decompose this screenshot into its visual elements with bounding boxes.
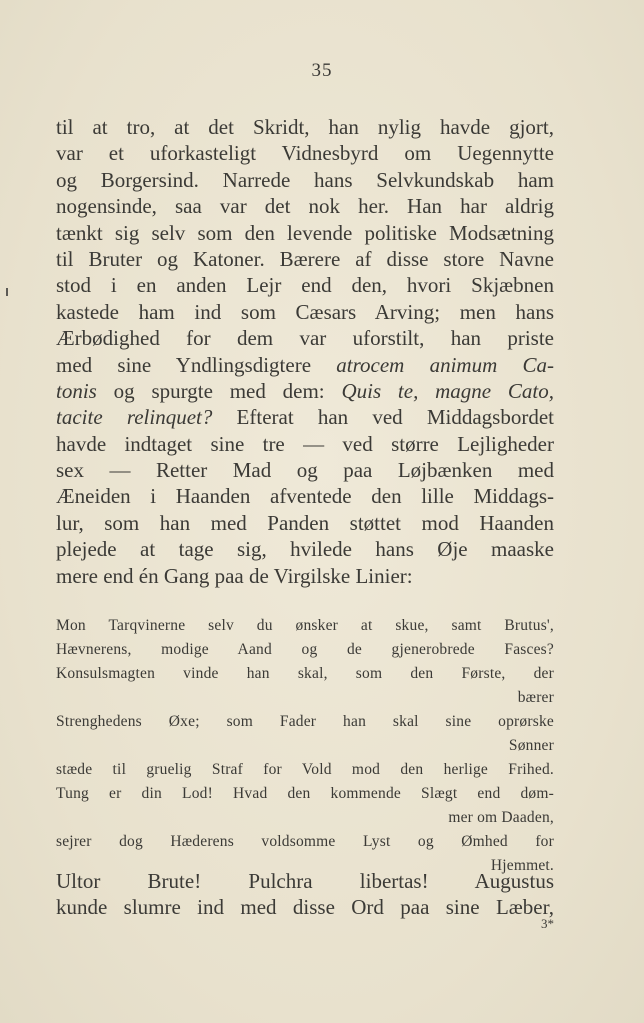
text-segment: til at tro, at det Skridt, han nylig havde gjort, — [56, 115, 554, 139]
margin-mark — [6, 288, 8, 296]
text-line — [56, 404, 554, 430]
text-segment: og spurgte med dem: — [96, 378, 342, 403]
italic-latin-text: tonis — [56, 378, 97, 403]
text-segment: Efterat han ved Middagsbordet — [212, 405, 555, 430]
closing-text — [56, 868, 554, 921]
poem-line: Sønner — [508, 737, 554, 754]
text-segment: havde indtaget sine tre — ved større Lejligheder — [56, 431, 554, 456]
italic-latin-text: atrocem animum Ca- — [336, 352, 555, 377]
text-segment: mere end én Gang paa de Virgilske Linier: — [56, 563, 413, 588]
body-text — [56, 114, 554, 589]
text-line — [56, 352, 554, 378]
page-number: 35 — [311, 60, 333, 81]
text-line — [56, 563, 554, 589]
text-line — [56, 431, 554, 457]
text-line — [56, 193, 554, 219]
text-segment: Æneiden i Haanden afventede den lille Middags- — [56, 484, 554, 509]
poem-line: bærer — [517, 689, 554, 706]
text-segment: med sine Yndlingsdigtere — [56, 352, 337, 377]
text-segment: stod i en anden Lejr end den, hvori Skjæbnen — [56, 273, 554, 298]
text-segment: lur, som han med Panden støttet mod Haanden — [56, 510, 554, 535]
text-line — [56, 868, 554, 894]
text-line — [56, 325, 554, 351]
text-segment: nogensinde, saa var det nok her. Han har aldrig — [56, 194, 554, 219]
poem-line: sejrer dog Hæderens voldsomme Lyst og Ømhed for — [56, 833, 554, 850]
text-segment: var et uforkasteligt Vidnesbyrd om Uegennytte — [56, 141, 554, 166]
italic-latin-text: tacite relinquet? — [56, 405, 213, 430]
poem-line: Strenghedens Øxe; som Fader han skal sine oprørske — [56, 713, 554, 730]
text-line — [56, 378, 554, 404]
poem-line: Konsulsmagten vinde han skal, som den Første, der — [56, 665, 554, 682]
text-line — [56, 457, 554, 483]
italic-latin-text: Quis te, magne Cato, — [341, 378, 554, 403]
text-line — [56, 894, 554, 920]
text-line — [56, 272, 554, 298]
poem-quotation — [56, 614, 554, 878]
text-segment: Ærbødighed for dem var uforstilt, han priste — [56, 326, 554, 351]
text-segment: og Borgersind. Narrede hans Selvkundskab ham — [56, 167, 554, 192]
text-line — [56, 246, 554, 272]
poem-line: Hævnerens, modige Aand og de gjenerobrede Fasces? — [56, 641, 554, 658]
text-line — [56, 167, 554, 193]
text-segment: sex — Retter Mad og paa Løjbænken med — [56, 458, 554, 483]
text-line — [56, 510, 554, 536]
text-line — [56, 483, 554, 509]
text-line — [56, 140, 554, 166]
text-line — [56, 220, 554, 246]
text-segment: kastede ham ind som Cæsars Arving; men hans — [56, 299, 554, 324]
text-segment: plejede at tage sig, hvilede hans Øje maaske — [56, 537, 554, 562]
poem-line: Hjemmet. — [490, 857, 554, 874]
text-segment: til Bruter og Katoner. Bærere af disse store Navne — [56, 246, 554, 271]
text-line — [56, 114, 554, 140]
poem-line: mer om Daaden, — [448, 809, 554, 826]
text-line — [56, 299, 554, 325]
text-line — [56, 536, 554, 562]
poem-line: Tung er din Lod! Hvad den kommende Slægt end døm- — [56, 785, 554, 802]
poem-line: stæde til gruelig Straf for Vold mod den herlige Frihed. — [56, 761, 554, 778]
text-segment: kunde slumre ind med disse Ord paa sine Læber, — [56, 895, 554, 920]
text-segment: Ultor Brute! Pulchra libertas! Augustus — [56, 869, 554, 893]
printer-signature-mark: 3* — [541, 916, 554, 931]
text-segment: tænkt sig selv som den levende politiske Modsætning — [56, 220, 554, 245]
poem-line: Mon Tarqvinerne selv du ønsker at skue, samt Brutus', — [56, 617, 554, 634]
